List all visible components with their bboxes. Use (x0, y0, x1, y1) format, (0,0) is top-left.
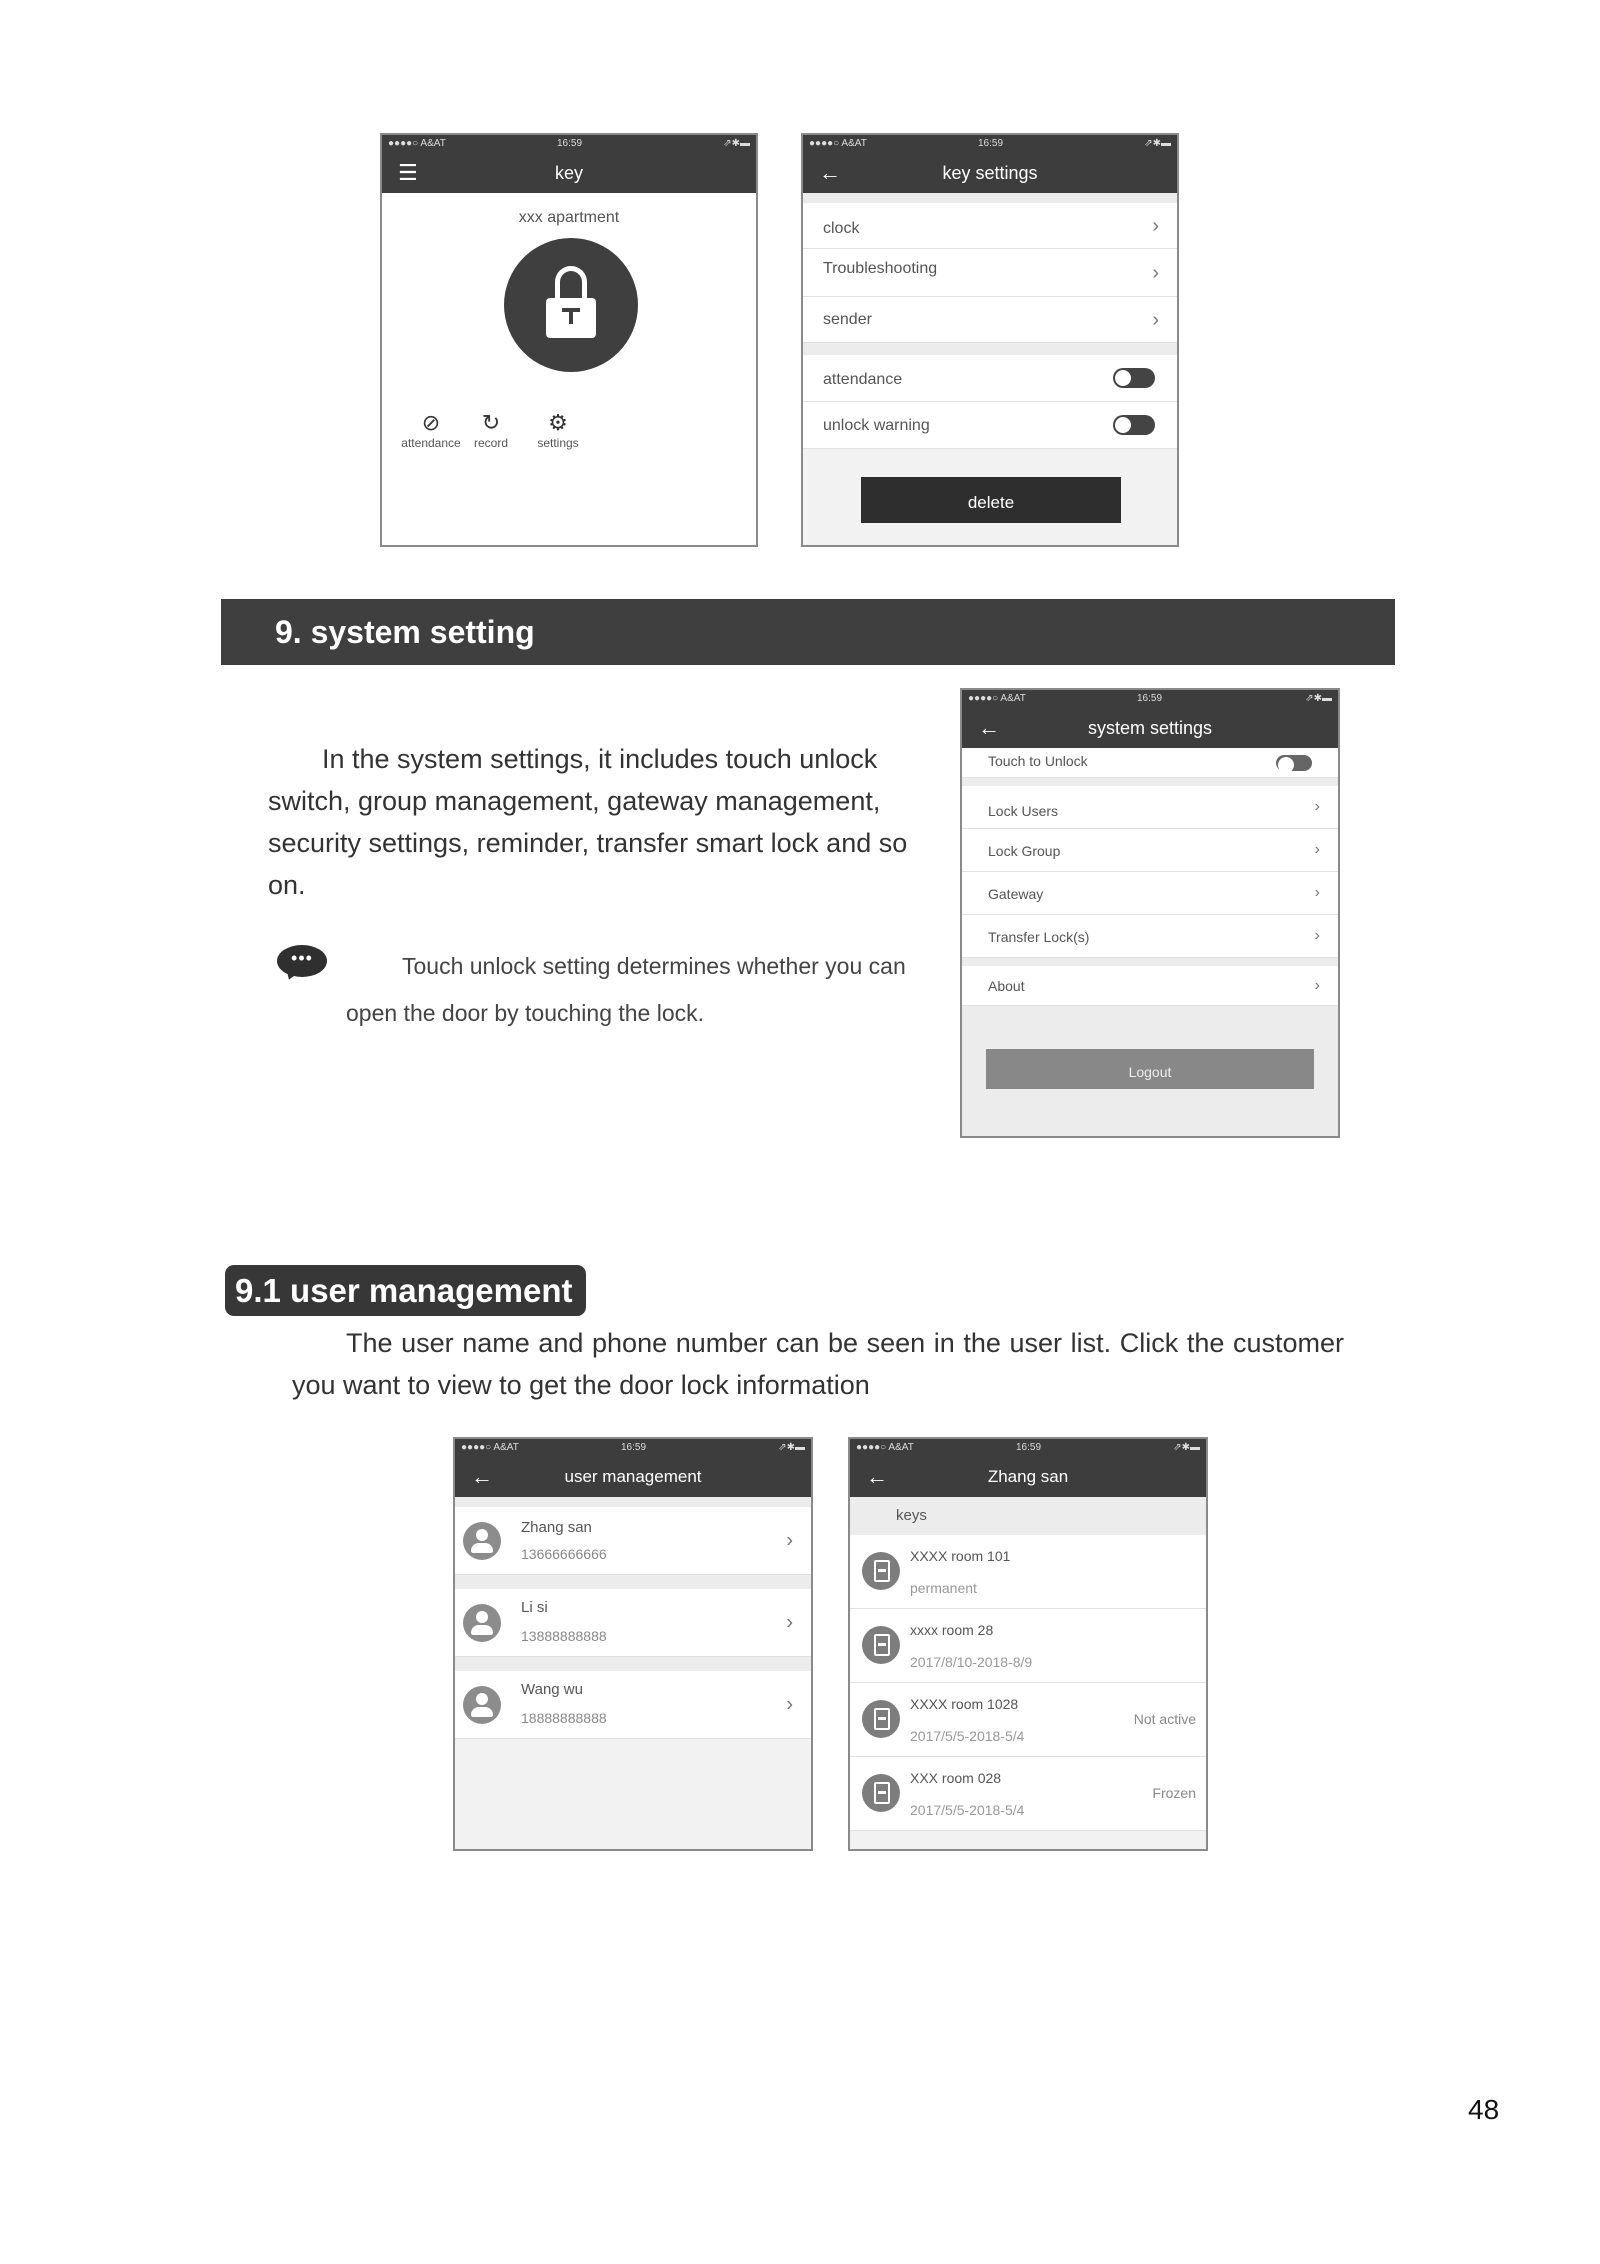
chevron-right-icon: › (786, 1611, 793, 1633)
chevron-right-icon: › (1152, 261, 1159, 284)
chevron-right-icon: › (1152, 214, 1159, 237)
system-settings-screen (960, 688, 1340, 1138)
lock-icon (862, 1552, 900, 1590)
key-name: XXXX room 1028 (910, 1696, 1019, 1712)
status-bar: ●●●●○ A&AT 16:59 ⇗✱▬ (850, 1439, 1206, 1457)
section-9-1-paragraph: The user name and phone number can be seen in the user list. Click the customer you want to view to get the door lock information (292, 1328, 1344, 1400)
action-settings[interactable] (528, 410, 588, 450)
page-number: 48 (1468, 2094, 1500, 2125)
chevron-right-icon: › (1314, 798, 1320, 815)
back-arrow-icon[interactable]: ← (866, 1464, 888, 1489)
check-circle-icon: ⊘ (421, 410, 441, 435)
key-row[interactable] (850, 1609, 1206, 1683)
toggle-row-touch-unlock: Touch to Unlock (962, 748, 1338, 778)
screen-title: key (554, 163, 583, 183)
action-label: settings (537, 436, 579, 450)
user-name: Zhang san (521, 1519, 592, 1536)
menu-item-lock-group[interactable]: Lock Group › (962, 829, 1338, 872)
menu-item-gateway[interactable]: Gateway › (962, 872, 1338, 915)
toggle-row-attendance: attendance (803, 355, 1177, 402)
nav-bar (962, 708, 1338, 748)
lock-icon (862, 1774, 900, 1812)
user-phone: 13666666666 (521, 1546, 607, 1562)
menu-item-lock-users[interactable]: Lock Users › (962, 786, 1338, 829)
delete-button[interactable]: delete (861, 477, 1121, 523)
nav-bar (803, 153, 1177, 193)
user-row[interactable] (455, 1507, 811, 1575)
section-9-paragraph: In the system settings, it includes touch unlock switch, group management, gateway management, security settings, reminder, transfer smart lock and so on. (268, 744, 908, 900)
screen-title: system settings (1087, 718, 1213, 738)
user-detail-screen (848, 1437, 1208, 1851)
chevron-right-icon: › (1314, 976, 1320, 994)
status-bar: ●●●●○ A&AT 16:59 ⇗✱▬ (803, 135, 1177, 153)
status-bar: ●●●●○ A&AT 16:59 ⇗✱▬ (455, 1439, 811, 1457)
user-phone: 13888888888 (521, 1628, 607, 1644)
action-record[interactable] (466, 410, 516, 450)
chevron-right-icon: › (1314, 927, 1320, 944)
attendance-toggle[interactable] (1113, 368, 1155, 388)
time-label: 16:59 (557, 138, 583, 149)
key-period: 2017/5/5-2018-5/4 (910, 1728, 1025, 1744)
user-avatar-icon (463, 1686, 501, 1724)
screen-title: user management (564, 1467, 702, 1486)
chevron-right-icon: › (786, 1693, 793, 1715)
key-settings-screen (801, 133, 1179, 547)
menu-item-sender[interactable]: sender › (803, 297, 1177, 343)
touch-unlock-note: Touch unlock setting determines whether you can open the door by touching the lock. (346, 953, 906, 1026)
user-phone: 18888888888 (521, 1710, 607, 1726)
touch-unlock-toggle[interactable] (1276, 755, 1312, 771)
action-label: attendance (401, 436, 461, 450)
nav-bar (850, 1457, 1206, 1497)
key-period: 2017/5/5-2018-5/4 (910, 1802, 1025, 1818)
menu-item-troubleshooting[interactable]: Troubleshooting › (803, 249, 1177, 297)
key-row[interactable] (850, 1757, 1206, 1831)
user-avatar-icon (463, 1604, 501, 1642)
back-arrow-icon[interactable]: ← (819, 160, 841, 185)
user-row[interactable] (455, 1589, 811, 1657)
nav-bar (382, 153, 756, 193)
screen-title: Zhang san (987, 1467, 1069, 1486)
action-label: record (473, 436, 508, 450)
chevron-right-icon: › (786, 1529, 793, 1551)
status-bar: ●●●●○ A&AT 16:59 ⇗✱▬ (962, 690, 1338, 708)
key-screen (380, 133, 758, 547)
section-9-header (221, 599, 1395, 665)
key-period: 2017/8/10-2018-8/9 (910, 1654, 1033, 1670)
key-name: XXXX room 101 (910, 1548, 1011, 1564)
menu-item-about[interactable]: About › (962, 966, 1338, 1006)
apartment-label: xxx apartment (518, 209, 620, 226)
lock-icon (862, 1626, 900, 1664)
chevron-right-icon: › (1314, 841, 1320, 858)
section-9-1-header (225, 1265, 586, 1316)
section-title: 9.1 user management (235, 1272, 573, 1309)
screen-title: key settings (942, 163, 1038, 183)
status-icons: ⇗✱▬ (723, 138, 750, 149)
user-name: Li si (521, 1599, 548, 1616)
back-arrow-icon[interactable]: ← (978, 715, 1000, 740)
carrier-label: ●●●●○ A&AT (388, 138, 446, 149)
section-title: 9. system setting (275, 614, 535, 650)
key-name: xxxx room 28 (910, 1622, 994, 1638)
key-name: XXX room 028 (910, 1770, 1002, 1786)
menu-item-clock[interactable]: clock › (803, 203, 1177, 249)
key-status: Frozen (1152, 1785, 1196, 1801)
chevron-right-icon: › (1152, 308, 1159, 331)
user-row[interactable] (455, 1671, 811, 1739)
unlock-button[interactable] (504, 238, 638, 372)
key-status: Not active (1133, 1711, 1196, 1727)
chevron-right-icon: › (1314, 884, 1320, 901)
logout-button[interactable]: Logout (986, 1049, 1314, 1089)
key-period: permanent (910, 1580, 977, 1596)
padlock-icon (546, 266, 596, 340)
back-arrow-icon[interactable]: ← (471, 1464, 493, 1489)
menu-item-transfer-locks[interactable]: Transfer Lock(s) › (962, 915, 1338, 958)
gear-icon: ⚙ (548, 410, 568, 435)
status-bar (382, 135, 756, 153)
user-avatar-icon (463, 1522, 501, 1560)
toggle-row-unlock-warning: unlock warning (803, 402, 1177, 449)
history-icon: ↻ (481, 410, 501, 435)
menu-icon[interactable]: ☰ (398, 160, 418, 185)
unlock-warning-toggle[interactable] (1113, 415, 1155, 435)
lock-icon (862, 1700, 900, 1738)
speech-bubble-icon: ••• (277, 945, 327, 977)
keys-section-label: keys (850, 1497, 1206, 1535)
action-attendance[interactable] (396, 410, 466, 450)
user-name: Wang wu (521, 1681, 583, 1698)
key-row[interactable] (850, 1535, 1206, 1609)
user-management-screen (453, 1437, 813, 1851)
key-row[interactable] (850, 1683, 1206, 1757)
nav-bar (455, 1457, 811, 1497)
